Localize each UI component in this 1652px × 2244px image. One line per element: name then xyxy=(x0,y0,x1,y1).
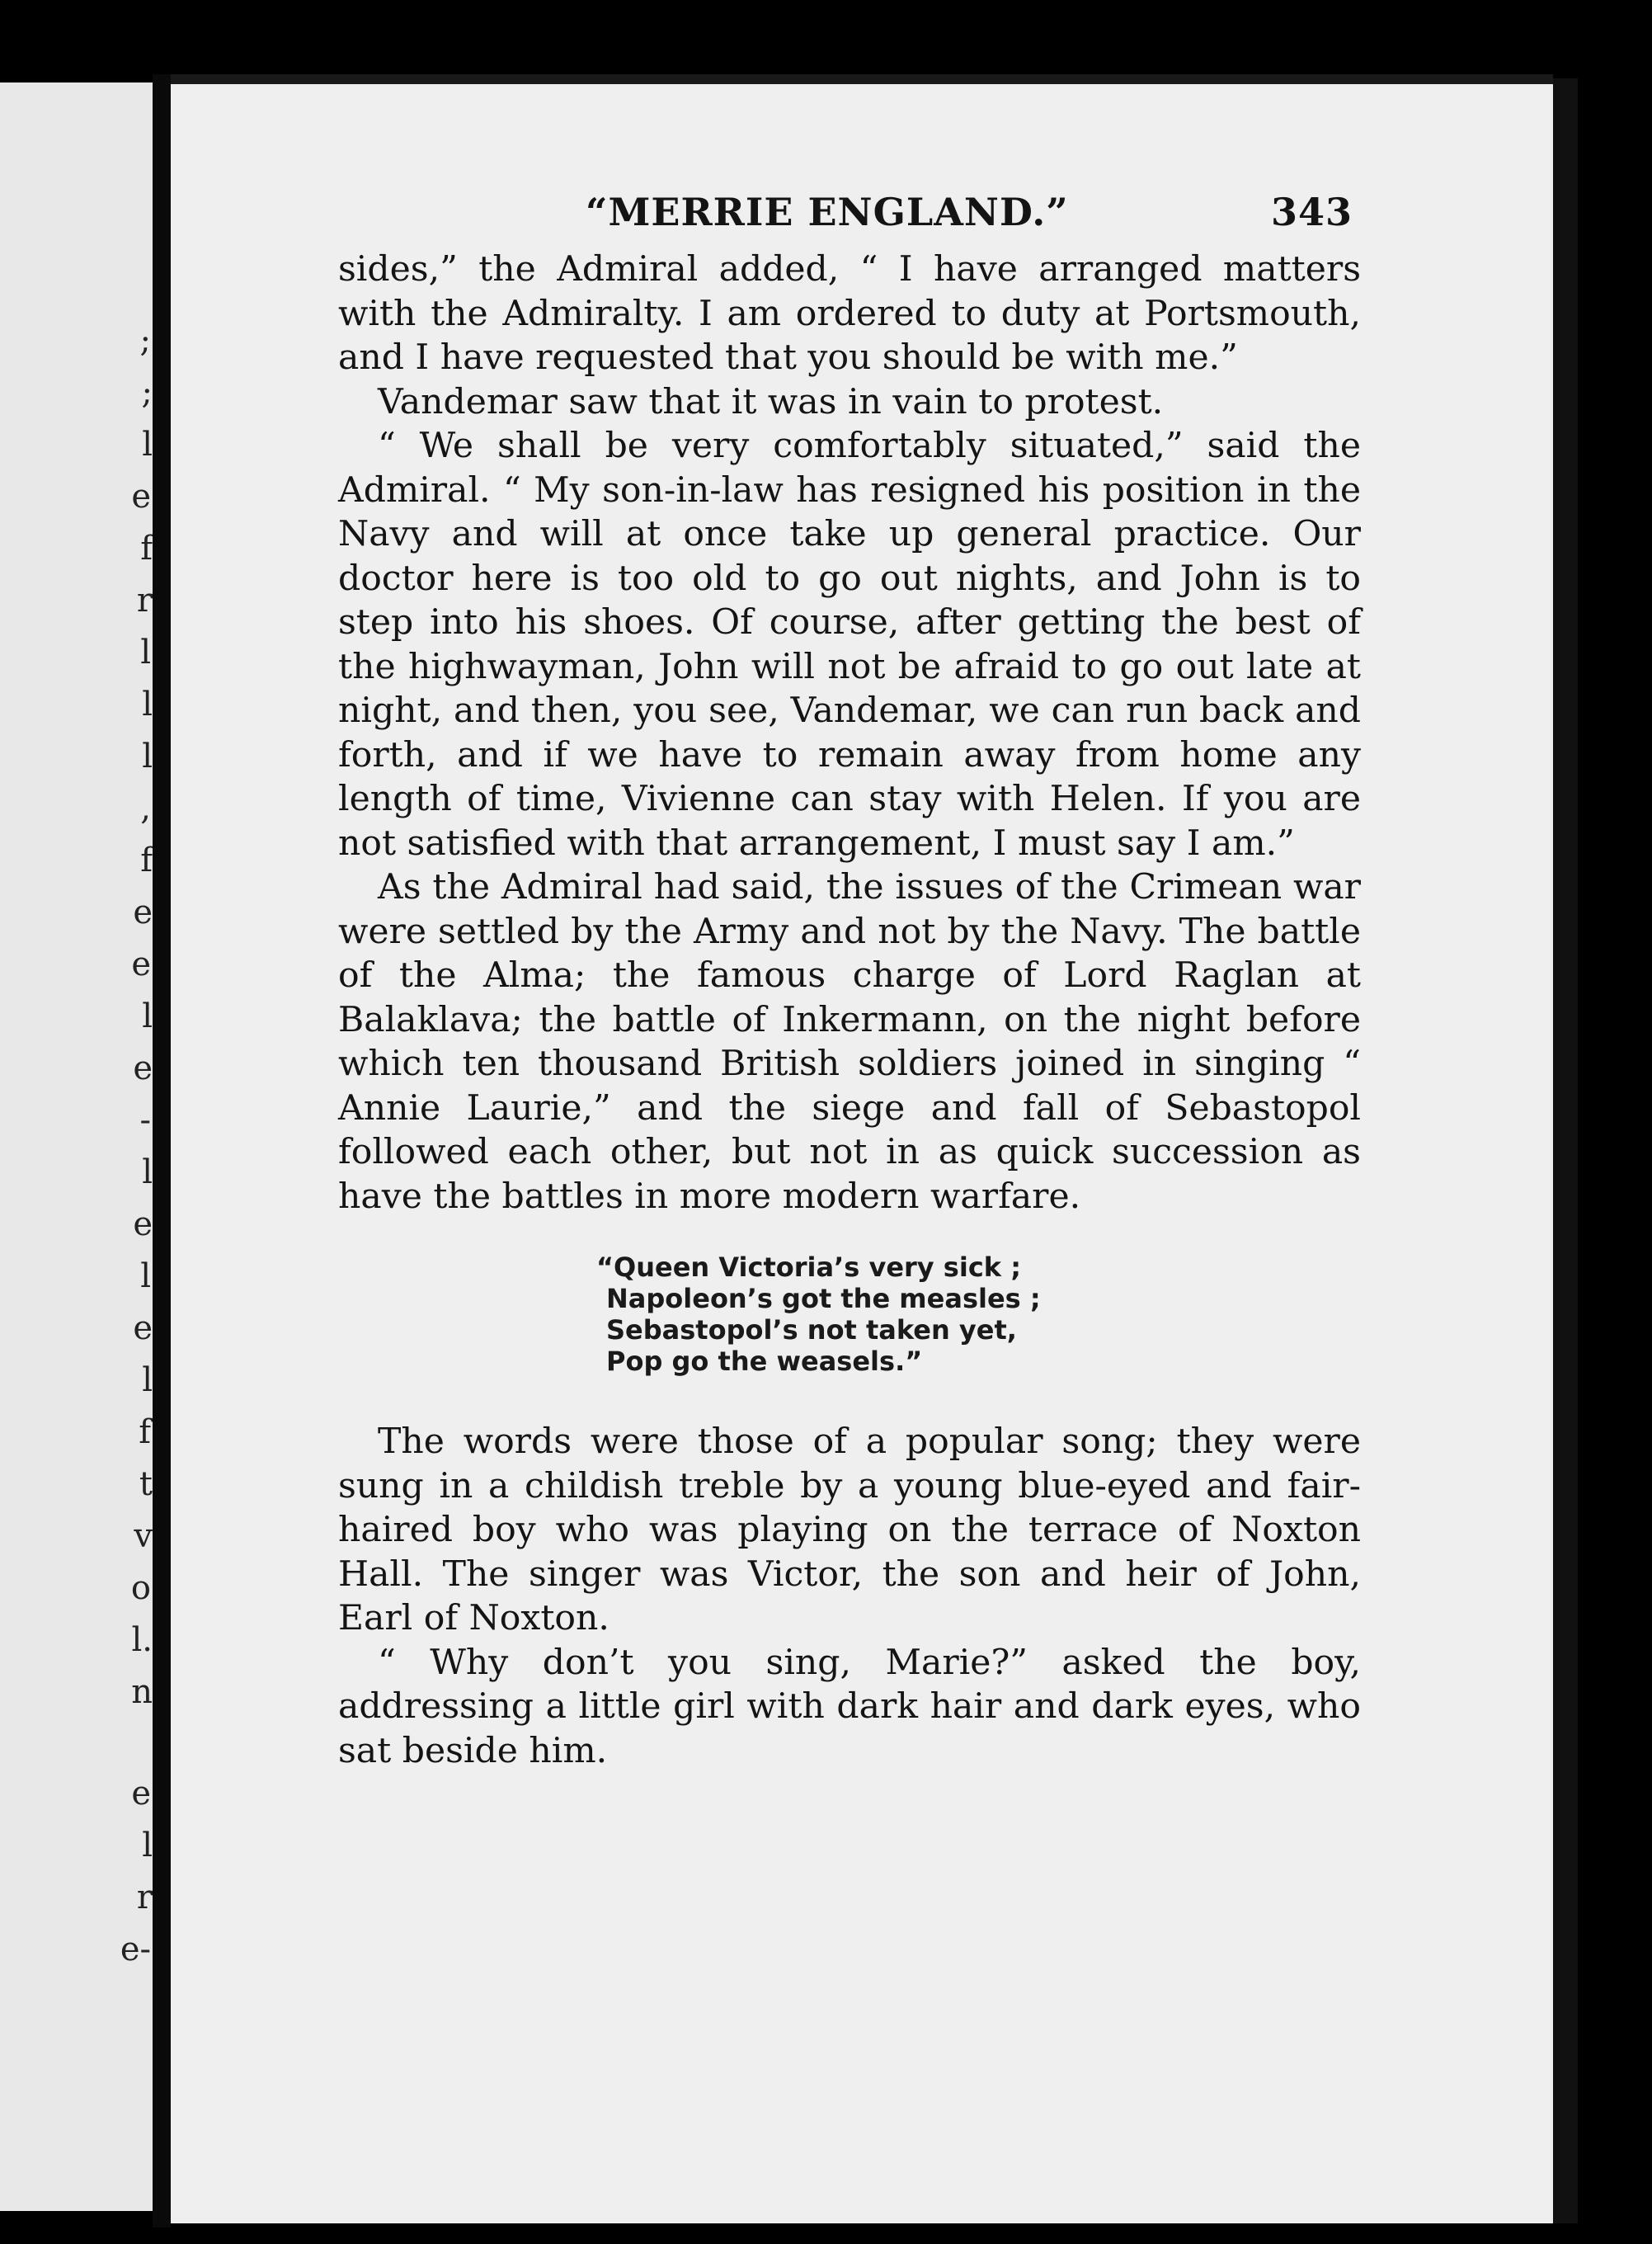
facing-page-fragment: , xyxy=(140,790,151,827)
facing-page-fragment: o xyxy=(130,1569,151,1607)
facing-page-fragment: e xyxy=(131,1775,151,1813)
facing-page-fragment: e xyxy=(131,945,151,983)
facing-page-fragment: l xyxy=(140,634,151,672)
paragraph: “ Why don’t you sing, Marie?” asked the boy, addressing a little girl with dark hair and dark eyes, who sat beside him. xyxy=(338,1642,1361,1771)
facing-page-fragment: e- xyxy=(120,1930,151,1968)
facing-page-fragment: l xyxy=(142,1153,153,1191)
body-text-after-verse xyxy=(338,1420,1361,1773)
book-gutter xyxy=(153,74,171,2228)
verse-line: “Queen Victoria’s very sick ; xyxy=(596,1252,1021,1283)
facing-page-fragment: l xyxy=(142,1827,153,1864)
facing-page-fragment: l. xyxy=(131,1621,153,1659)
facing-page-fragment: ; xyxy=(139,322,151,360)
facing-page-fragment: l xyxy=(142,1361,153,1399)
paragraph: “ We shall be very comfortably situated,” said the Admiral. “ My son-in-law has resigned his position in the Navy and will at once take up general practice. Our doctor here is too old to go out nights, and John is to step into his shoes. Of course, after getting the best of the highwayman, John will not be afraid to go out late at night, and then, you see, Vandemar, we can run back and forth, and if we have to remain away from home any length of time, Vivienne can stay with Helen. If you are not satisfied with that arrangement, I must say I am.” xyxy=(338,426,1361,864)
page-number: 343 xyxy=(1270,190,1353,234)
page-edge-shadow xyxy=(1553,78,1578,2223)
facing-page-fragment: r xyxy=(136,582,153,620)
facing-page-edge xyxy=(0,82,153,2211)
running-header xyxy=(338,190,1361,248)
verse-line: Pop go the weasels.” xyxy=(606,1346,923,1377)
verse-line: Napoleon’s got the measles ; xyxy=(606,1283,1041,1314)
facing-page-fragment: e xyxy=(131,478,151,516)
paragraph: sides,” the Admiral added, “ I have arranged matters with the Admiralty. I am ordered to duty at Portsmouth, and I have requested that you should be with me.” xyxy=(338,249,1361,378)
facing-page-fragment: e xyxy=(133,1049,153,1087)
paragraph: Vandemar saw that it was in vain to protest. xyxy=(378,381,1164,422)
facing-page-fragment: l xyxy=(142,997,153,1035)
facing-page-fragment: r xyxy=(136,1879,153,1916)
facing-page-fragment: ; xyxy=(141,374,153,412)
facing-page-fragment: n xyxy=(131,1673,153,1711)
facing-page-fragment: e xyxy=(133,893,153,931)
paragraph: The words were those of a popular song; they were sung in a childish treble by a young blue-eyed and fair-haired boy who was playing on the terrace of Noxton Hall. The singer was Victor, the son and heir of John, Earl of Noxton. xyxy=(338,1421,1361,1638)
facing-page-fragment: f xyxy=(139,1413,151,1451)
facing-page-fragment: l xyxy=(142,686,153,724)
facing-page-fragment: l xyxy=(142,738,153,776)
song-verse xyxy=(596,1252,1361,1377)
body-text-before-verse xyxy=(338,248,1361,1219)
facing-page-text-fragments xyxy=(0,82,153,2211)
facing-page-fragment: t xyxy=(139,1465,153,1503)
paragraph: As the Admiral had said, the issues of the Crimean war were settled by the Army and not by the Navy. The battle of the Alma; the famous charge of Lord Raglan at Balaklava; the battle of Inkermann, on the night before which ten thousand British soldiers joined in singing “ Annie Laurie,” and the siege and fall of Sebastopol followed each other, but not in as quick succession as have the battles in more modern warfare. xyxy=(338,867,1361,1217)
facing-page-fragment: e xyxy=(133,1309,153,1347)
facing-page-fragment: l xyxy=(142,426,153,464)
facing-page-fragment: f xyxy=(140,530,153,568)
facing-page-fragment: f xyxy=(140,842,153,879)
page-text-block xyxy=(338,190,1361,1773)
facing-page-fragment: - xyxy=(139,1101,151,1139)
facing-page-fragment: l xyxy=(140,1257,151,1295)
facing-page-fragment: e xyxy=(133,1205,153,1243)
facing-page-fragment: v xyxy=(134,1517,153,1555)
verse-line: Sebastopol’s not taken yet, xyxy=(606,1314,1017,1346)
running-title: “MERRIE ENGLAND.” xyxy=(586,190,1069,234)
